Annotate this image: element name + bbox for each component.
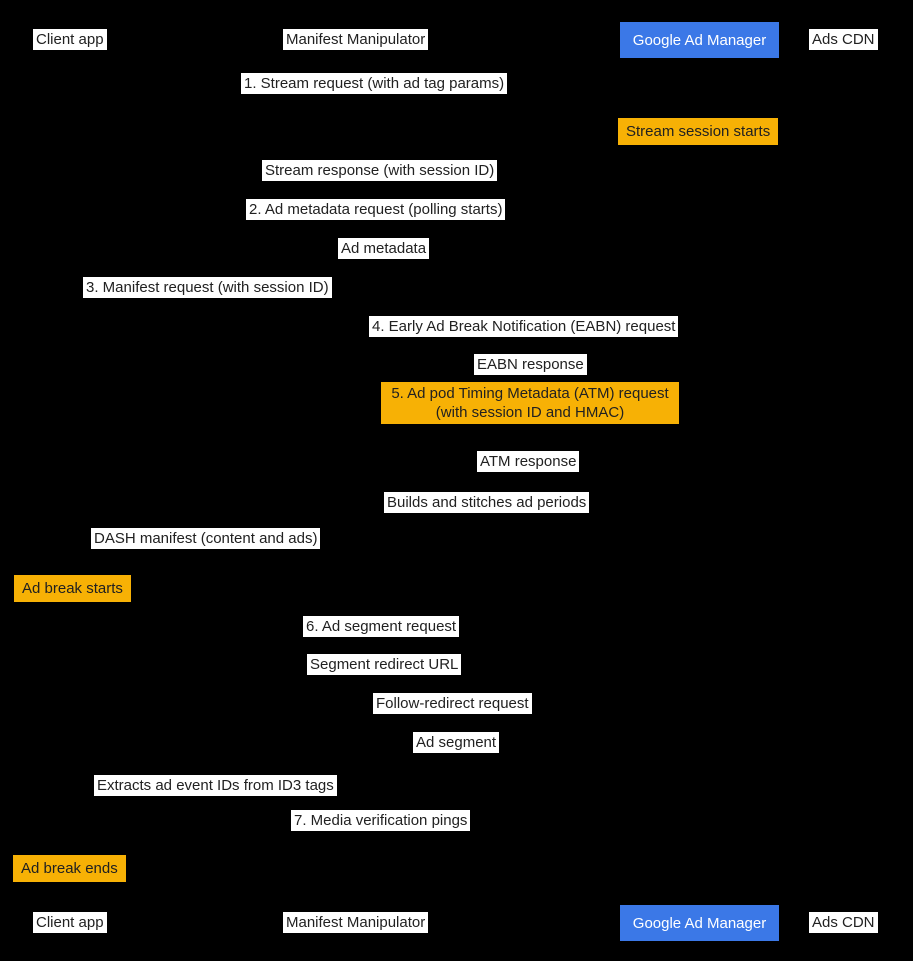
message-ad-metadata: Ad metadata — [338, 238, 429, 259]
message-ad-segment: Ad segment — [413, 732, 499, 753]
message-segment-redirect-url: Segment redirect URL — [307, 654, 461, 675]
message-ad-segment-request: 6. Ad segment request — [303, 616, 459, 637]
actor-ads-cdn-bottom: Ads CDN — [809, 912, 878, 933]
note-stream-session-starts: Stream session starts — [618, 118, 778, 145]
actor-manifest-manipulator-top: Manifest Manipulator — [283, 29, 428, 50]
message-extracts-ad-event-ids: Extracts ad event IDs from ID3 tags — [94, 775, 337, 796]
message-follow-redirect-request: Follow-redirect request — [373, 693, 532, 714]
note-atm-request-line1: 5. Ad pod Timing Metadata (ATM) request — [391, 385, 669, 402]
actor-manifest-manipulator-bottom: Manifest Manipulator — [283, 912, 428, 933]
actor-google-ad-manager-bottom: Google Ad Manager — [620, 905, 779, 941]
actor-client-app-top: Client app — [33, 29, 107, 50]
actor-ads-cdn-top: Ads CDN — [809, 29, 878, 50]
note-atm-request-line2: (with session ID and HMAC) — [435, 404, 625, 421]
actor-client-app-bottom: Client app — [33, 912, 107, 933]
message-stream-request: 1. Stream request (with ad tag params) — [241, 73, 507, 94]
note-ad-break-ends: Ad break ends — [13, 855, 126, 882]
message-stream-response: Stream response (with session ID) — [262, 160, 497, 181]
message-eabn-request: 4. Early Ad Break Notification (EABN) request — [369, 316, 678, 337]
message-builds-stitches-ad-periods: Builds and stitches ad periods — [384, 492, 589, 513]
message-atm-response: ATM response — [477, 451, 579, 472]
note-atm-request — [381, 382, 679, 424]
message-dash-manifest: DASH manifest (content and ads) — [91, 528, 320, 549]
message-media-verification-pings: 7. Media verification pings — [291, 810, 470, 831]
message-ad-metadata-request: 2. Ad metadata request (polling starts) — [246, 199, 505, 220]
note-ad-break-starts: Ad break starts — [14, 575, 131, 602]
message-manifest-request: 3. Manifest request (with session ID) — [83, 277, 332, 298]
message-eabn-response: EABN response — [474, 354, 587, 375]
actor-google-ad-manager-top: Google Ad Manager — [620, 22, 779, 58]
